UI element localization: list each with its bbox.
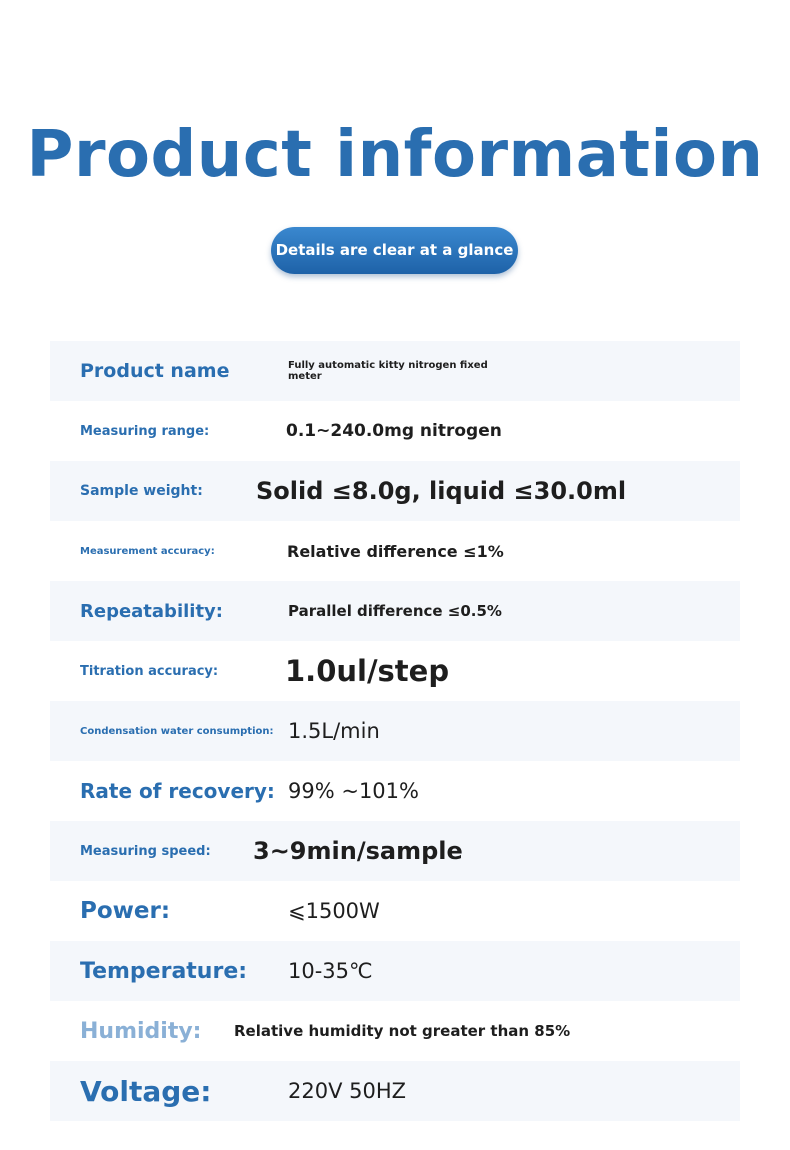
spec-value: 3~9min/sample [253,837,463,865]
spec-label: Humidity: [80,1018,202,1044]
spec-value: 10-35℃ [288,959,373,983]
spec-value: Solid ≤8.0g, liquid ≤30.0ml [256,477,627,505]
spec-label: Voltage: [80,1074,212,1108]
spec-row-humidity [50,1001,740,1061]
spec-row-product-name [50,341,740,401]
spec-label: Titration accuracy: [80,663,219,679]
spec-row-voltage [50,1061,740,1121]
details-badge: Details are clear at a glance [271,227,518,274]
spec-row-rate-of-recovery [50,761,740,821]
spec-value: Parallel difference ≤0.5% [288,602,502,620]
spec-value: Relative difference ≤1% [287,541,504,561]
spec-label: Temperature: [80,958,248,984]
spec-label: Measuring range: [80,423,210,439]
spec-row-titration-accuracy [50,641,740,701]
spec-row-condensation-water [50,701,740,761]
spec-value: 1.0ul/step [285,654,450,688]
spec-value: Fully automatic kitty nitrogen fixed meter [288,360,488,382]
spec-value: ⩽1500W [288,899,380,923]
spec-label: Repeatability: [80,600,223,622]
spec-row-temperature [50,941,740,1001]
spec-row-repeatability [50,581,740,641]
spec-label: Condensation water consumption: [80,725,274,737]
spec-row-power [50,881,740,941]
spec-value: 220V 50HZ [288,1079,407,1103]
spec-table [50,341,740,1121]
spec-label: Power: [80,898,171,924]
spec-label: Product name [80,360,230,382]
spec-row-measuring-range [50,401,740,461]
spec-value: 99% ~101% [288,779,419,803]
spec-label: Rate of recovery: [80,779,275,803]
spec-label: Measuring speed: [80,843,211,859]
spec-label: Sample weight: [80,483,203,499]
spec-label: Measurement accuracy: [80,545,215,557]
page-title: Product information [26,118,764,192]
spec-row-measuring-speed [50,821,740,881]
spec-row-measurement-accuracy [50,521,740,581]
spec-value: Relative humidity not greater than 85% [234,1022,571,1040]
spec-value: 0.1~240.0mg nitrogen [286,421,502,441]
spec-value: 1.5L/min [288,719,380,743]
spec-row-sample-weight [50,461,740,521]
